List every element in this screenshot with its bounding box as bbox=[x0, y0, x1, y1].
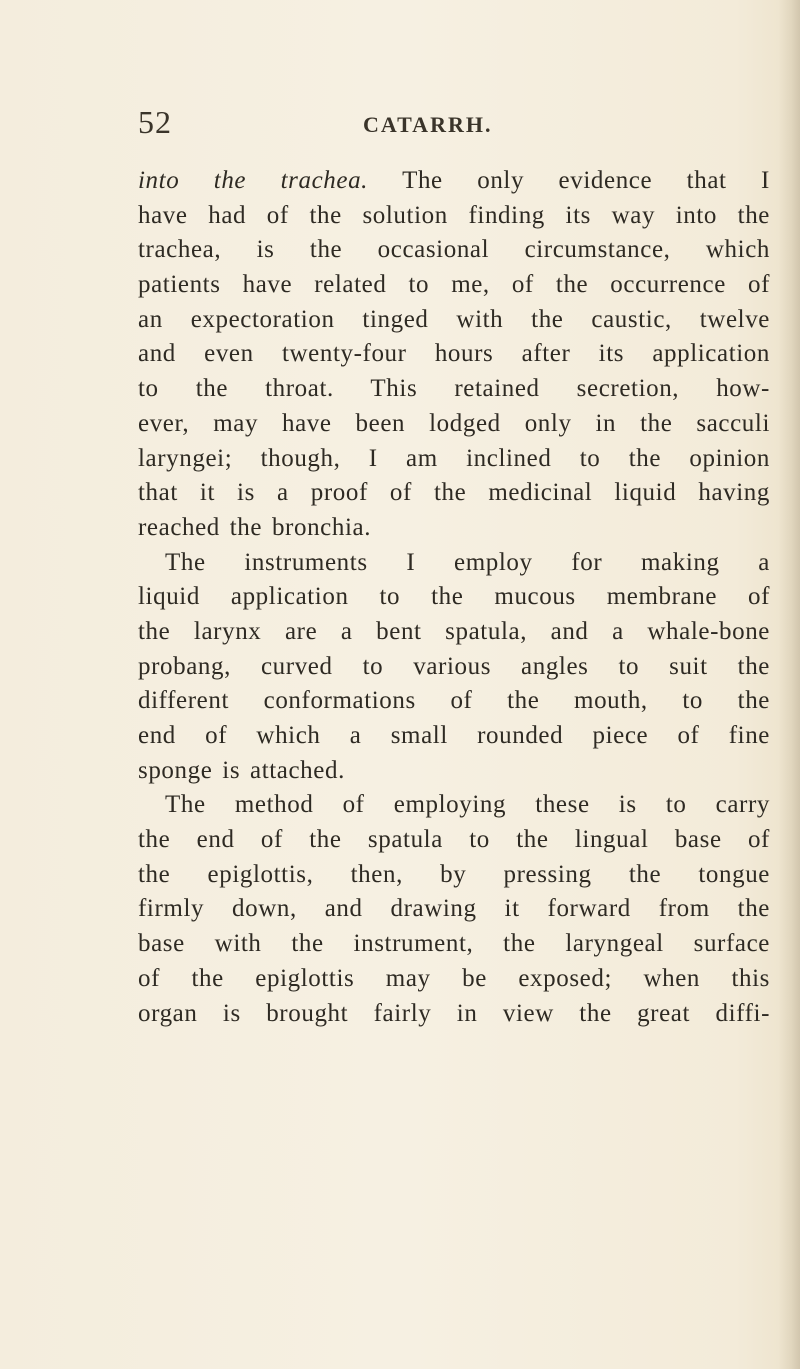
text-line: of the epiglottis may be exposed; when this bbox=[138, 964, 770, 992]
text-line: base with the instrument, the laryngeal surface bbox=[138, 930, 770, 958]
line-text: The only evidence that I bbox=[368, 167, 770, 194]
text-line: to the throat. This retained secretion, how- bbox=[138, 375, 770, 403]
text-line: ever, may have been lodged only in the sacculi bbox=[138, 409, 770, 437]
text-line bbox=[138, 164, 770, 199]
running-head: CATARRH. bbox=[363, 112, 493, 137]
text-line: and even twenty-four hours after its application bbox=[138, 340, 770, 368]
text-line: liquid application to the mucous membrane of bbox=[138, 583, 770, 611]
text-line: different conformations of the mouth, to the bbox=[138, 687, 770, 715]
italic-phrase: into the trachea. bbox=[138, 167, 369, 194]
page-number: 52 bbox=[138, 104, 172, 140]
text-line: patients have related to me, of the occurrence of bbox=[138, 271, 770, 299]
body-text bbox=[138, 164, 770, 1031]
text-line: have had of the solution finding its way into the bbox=[138, 201, 770, 229]
text-line: organ is brought fairly in view the great diffi- bbox=[138, 999, 770, 1027]
text-line: The instruments I employ for making a bbox=[165, 548, 770, 576]
text-line: reached the bronchia. bbox=[138, 513, 372, 541]
text-line: The method of employing these is to carry bbox=[165, 791, 770, 819]
text-line: that it is a proof of the medicinal liquid having bbox=[138, 479, 770, 507]
text-line: trachea, is the occasional circumstance, which bbox=[138, 236, 770, 264]
page-header bbox=[138, 104, 698, 144]
text-line: sponge is attached. bbox=[138, 756, 345, 784]
text-line: firmly down, and drawing it forward from the bbox=[138, 895, 770, 923]
page-edge-shadow bbox=[778, 0, 800, 1369]
text-line: an expectoration tinged with the caustic, twelve bbox=[138, 305, 770, 333]
text-line: probang, curved to various angles to suit the bbox=[138, 652, 770, 680]
text-line: the larynx are a bent spatula, and a whale-bone bbox=[138, 617, 770, 645]
text-line: the epiglottis, then, by pressing the tongue bbox=[138, 860, 770, 888]
text-line: laryngei; though, I am inclined to the opinion bbox=[138, 444, 770, 472]
text-line: the end of the spatula to the lingual base of bbox=[138, 826, 770, 854]
text-line: end of which a small rounded piece of fine bbox=[138, 722, 770, 749]
